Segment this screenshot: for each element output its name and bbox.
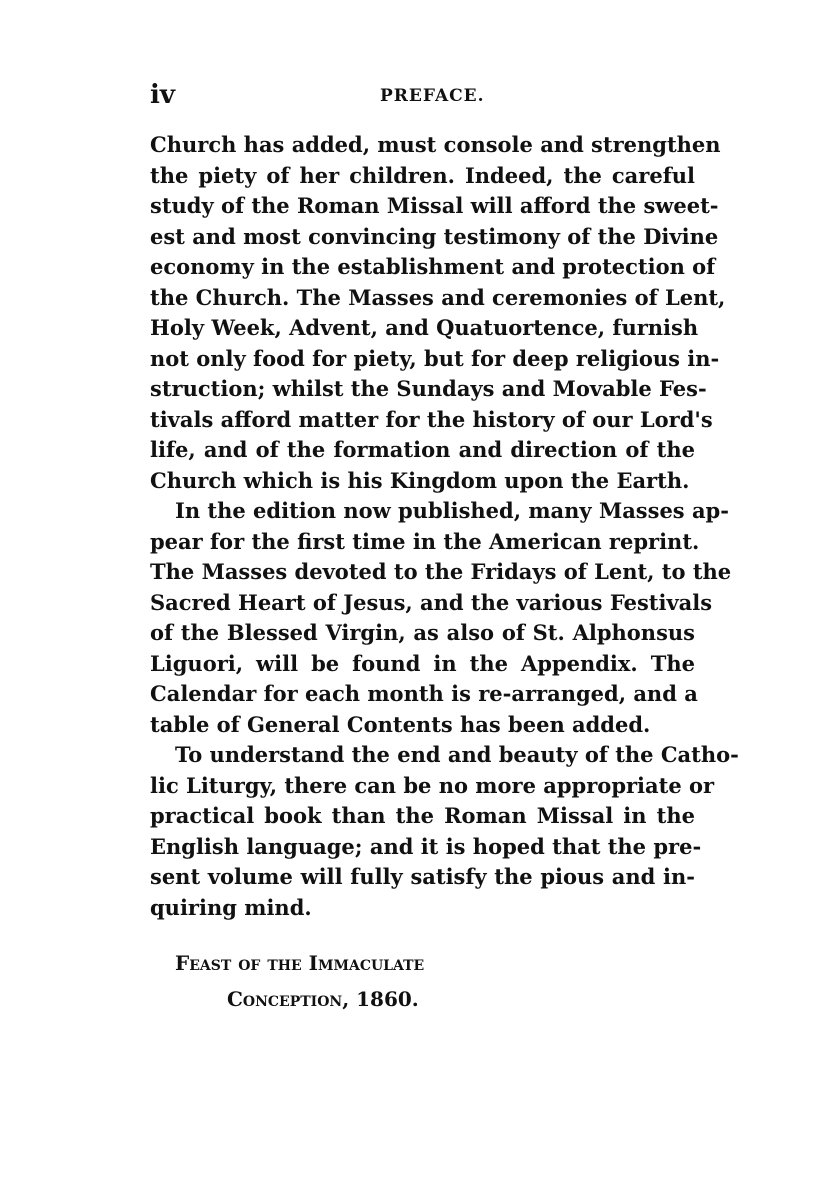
text-line: In the edition now published, many Masses ap- (175, 498, 729, 523)
paragraph-2 (150, 496, 732, 740)
text-line: The Masses devoted to the Fridays of Lent, to the (150, 559, 732, 584)
text-line: study of the Roman Missal will afford the sweet- (150, 193, 719, 218)
text-line: To understand the end and beauty of the Catho- (175, 742, 739, 767)
text-line: life, and of the formation and direction of the (150, 437, 695, 462)
text-line: of the Blessed Virgin, as also of St. Alphonsus (150, 620, 695, 645)
section-title: PREFACE. (380, 86, 485, 106)
text-line: Sacred Heart of Jesus, and the various Festivals (150, 589, 713, 615)
text-line: struction; whilst the Sundays and Movable Fes- (150, 376, 707, 401)
dateline (175, 945, 575, 1017)
dateline-conception: Conception, 1860. (227, 987, 419, 1011)
running-head (150, 80, 695, 120)
text-line: the piety of her children. Indeed, the careful (150, 162, 695, 188)
text-line: English language; and it is hoped that the pre- (150, 833, 702, 859)
text-line: quiring mind. (150, 894, 312, 920)
text-line: Church which is his Kingdom upon the Earth. (150, 467, 690, 493)
text-line: tivals afford matter for the history of our Lord's (150, 406, 713, 432)
text-line: sent volume will fully satisfy the pious and in- (150, 864, 695, 889)
text-line: Holy Week, Advent, and Quatuortence, furnish (150, 315, 699, 340)
paragraph-3 (150, 740, 739, 923)
text-line: pear for the first time in the American reprint. (150, 528, 700, 554)
text-line: economy in the establishment and protection of (150, 254, 716, 279)
text-line: not only food for piety, but for deep religious in- (150, 345, 720, 371)
text-line: table of General Contents has been added. (150, 711, 651, 737)
text-line: practical book than the Roman Missal in the (150, 803, 695, 828)
paragraph-1 (150, 130, 726, 496)
preface-body (150, 130, 739, 923)
text-line: lic Liturgy, there can be no more appropriate or (150, 772, 715, 798)
page-number: iv (150, 80, 175, 110)
dateline-feast: Feast of the Immaculate (175, 951, 425, 975)
text-line: Liguori, will be found in the Appendix. The (150, 650, 695, 676)
text-line: est and most convincing testimony of the Divine (150, 223, 719, 249)
text-line: Calendar for each month is re-arranged, and a (150, 681, 698, 706)
text-line: the Church. The Masses and ceremonies of Lent, (150, 284, 726, 310)
text-line: Church has added, must console and strengthen (150, 132, 721, 157)
